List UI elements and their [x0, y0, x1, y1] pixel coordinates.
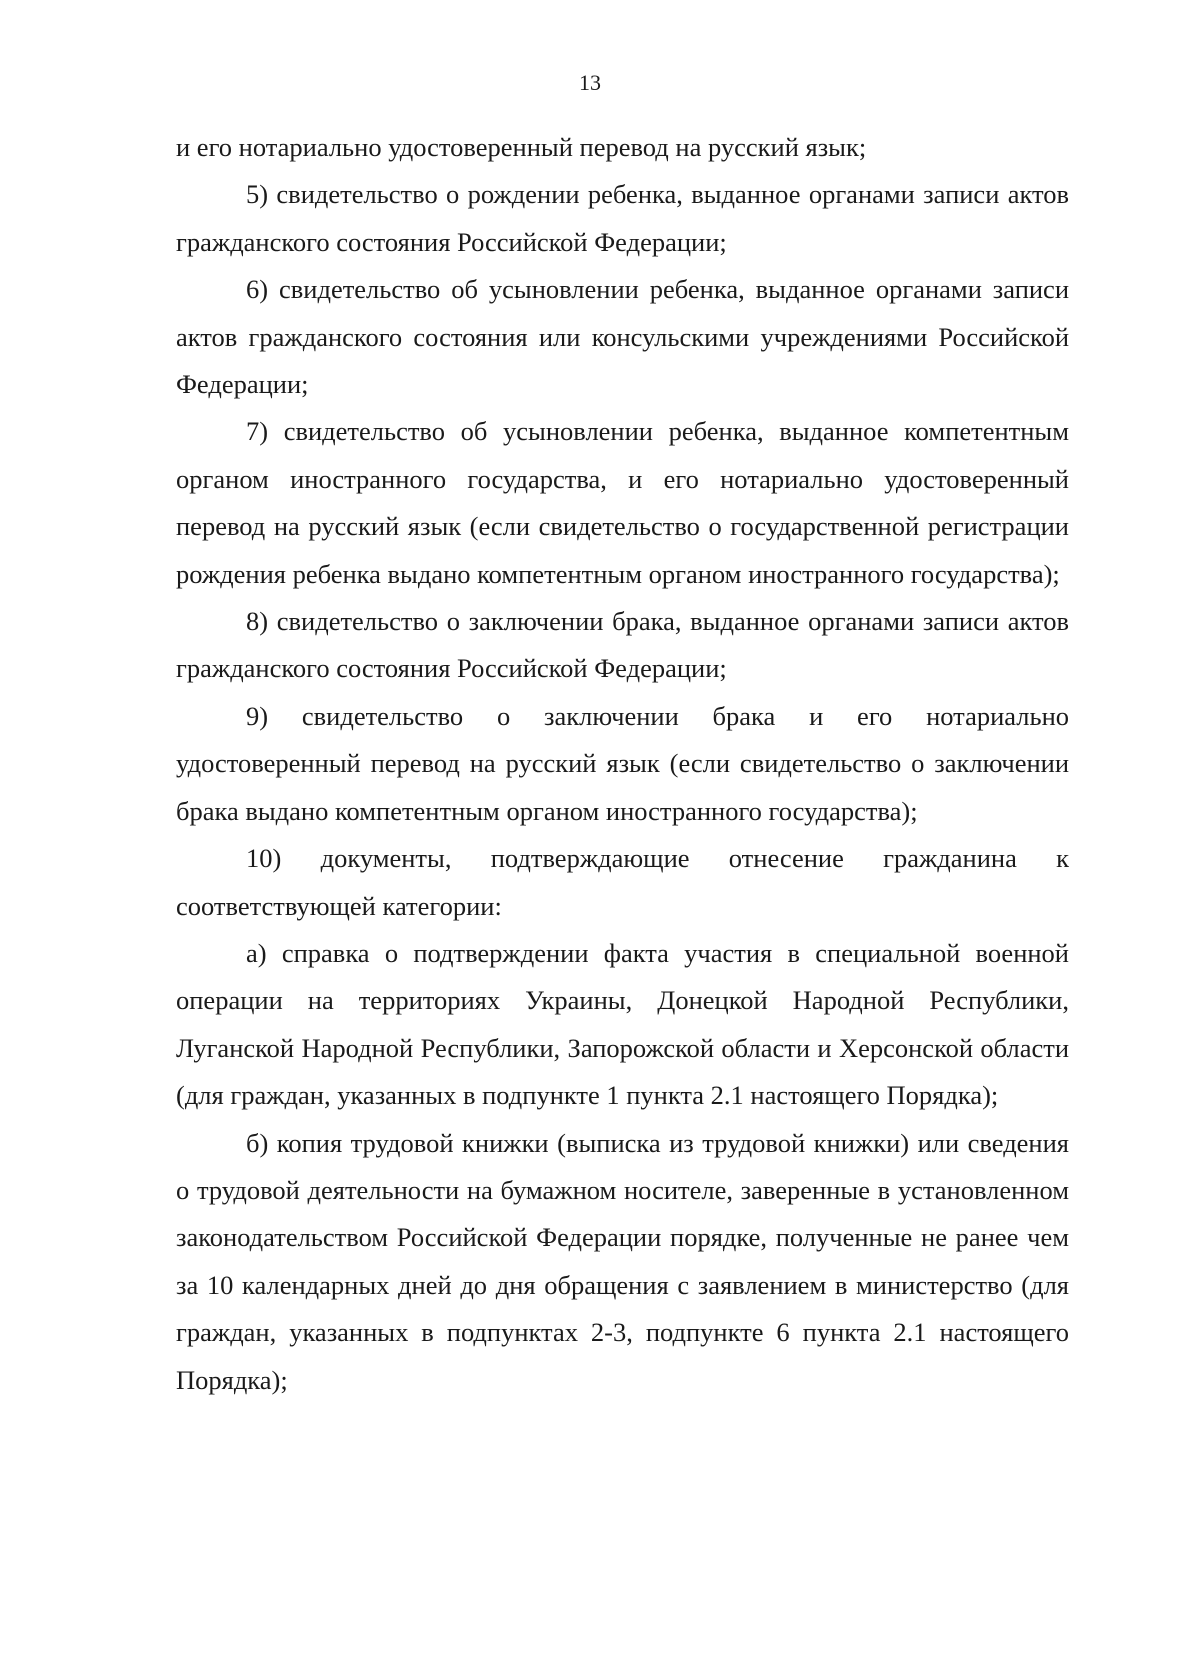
paragraph-continuation: и его нотариально удостоверенный перевод на русский язык; — [176, 132, 867, 162]
document-body — [176, 124, 1069, 1404]
paragraph-item-6: 6) свидетельство об усыновлении ребенка, выданное органами записи актов гражданского состояния или консульскими учреждениями Российской Федерации; — [176, 274, 1069, 400]
paragraph-item-5: 5) свидетельство о рождении ребенка, выданное органами записи актов гражданского состояния Российской Федерации; — [176, 179, 1069, 257]
paragraph-subitem-a: а) справка о подтверждении факта участия в специальной военной операции на территориях Украины, Донецкой Народной Республики, Луганской Народной Республики, Запорожской области и Херсонской области (для граждан, указанных в подпункте 1 пункта 2.1 настоящего Порядка); — [176, 937, 1069, 1111]
paragraph-item-9: 9) свидетельство о заключении брака и его нотариально удостоверенный перевод на русский язык (если свидетельство о заключении брака выдано компетентным органом иностранного государства); — [176, 700, 1069, 826]
page-number: 13 — [579, 70, 601, 95]
paragraph-item-10: 10) документы, подтверждающие отнесение гражданина к соответствующей категории: — [176, 843, 1069, 921]
paragraph-item-8: 8) свидетельство о заключении брака, выданное органами записи актов гражданского состояния Российской Федерации; — [176, 606, 1069, 684]
paragraph-subitem-b: б) копия трудовой книжки (выписка из трудовой книжки) или сведения о трудовой деятельности на бумажном носителе, заверенные в установленном законодательством Российской Федерации порядке, полученные не ранее чем за 10 календарных дней до дня обращения с заявлением в министерство (для граждан, указанных в подпунктах 2-3, подпункте 6 пункта 2.1 настоящего Порядка); — [176, 1127, 1069, 1395]
paragraph-item-7: 7) свидетельство об усыновлении ребенка, выданное компетентным органом иностранного государства, и его нотариально удостоверенный перевод на русский язык (если свидетельство о государственной регистрации рождения ребенка выдано компетентным органом иностранного государства); — [176, 416, 1069, 589]
